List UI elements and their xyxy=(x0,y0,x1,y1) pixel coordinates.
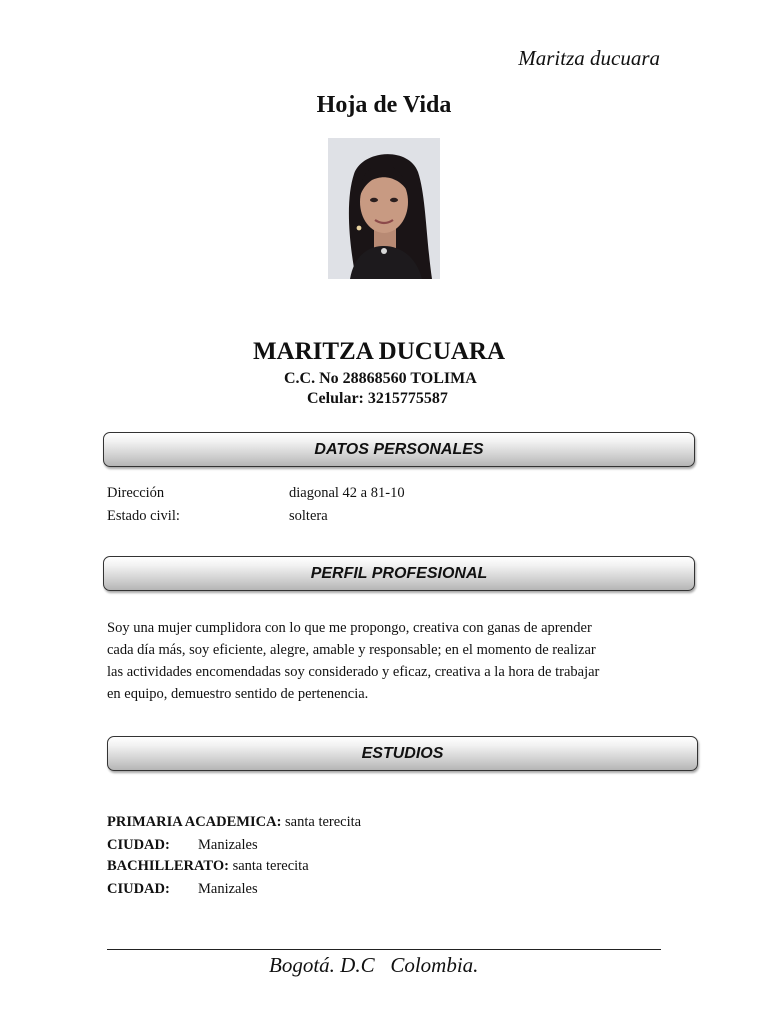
study-label: PRIMARIA ACADEMICA: xyxy=(107,814,282,830)
study-value: Manizales xyxy=(198,837,258,853)
address-value: diagonal 42 a 81-10 xyxy=(289,485,405,501)
civil-status-label: Estado civil: xyxy=(107,508,180,524)
profile-photo xyxy=(328,138,440,279)
section-header-professional-profile: PERFIL PROFESIONAL xyxy=(103,556,695,591)
study-value: Manizales xyxy=(198,881,258,897)
study-high-school-city xyxy=(107,881,258,898)
footer-divider xyxy=(107,949,661,950)
personal-row-address xyxy=(107,485,405,502)
profile-line: en equipo, demuestro sentido de pertenencia. xyxy=(107,686,369,702)
section-header-personal-data: DATOS PERSONALES xyxy=(103,432,695,467)
section-header-studies: ESTUDIOS xyxy=(107,736,698,771)
study-label: BACHILLERATO: xyxy=(107,858,229,874)
study-label: CIUDAD: xyxy=(107,881,170,897)
profile-line: las actividades encomendadas soy considerado y eficaz, creativa a la hora de trabajar xyxy=(107,664,600,680)
profile-line: cada día más, soy eficiente, alegre, amable y responsable; en el momento de realizar xyxy=(107,642,596,658)
study-high-school xyxy=(107,858,309,875)
footer-location: Bogotá. D.C Colombia. xyxy=(269,953,479,977)
civil-status-value: soltera xyxy=(289,508,328,524)
study-primary-school xyxy=(107,814,361,831)
phone-number: Celular: 3215775587 xyxy=(307,390,448,407)
study-primary-city xyxy=(107,837,258,854)
document-title: Hoja de Vida xyxy=(316,92,452,118)
personal-row-civil-status xyxy=(107,508,328,525)
profile-paragraph xyxy=(107,617,667,705)
study-value: santa terecita xyxy=(285,814,362,830)
profile-line: Soy una mujer cumplidora con lo que me propongo, creativa con ganas de aprender xyxy=(107,620,592,636)
id-number: C.C. No 28868560 TOLIMA xyxy=(284,370,477,387)
header-author-name: Maritza ducuara xyxy=(518,46,660,70)
address-label: Dirección xyxy=(107,485,165,501)
study-label: CIUDAD: xyxy=(107,837,170,853)
portrait-image xyxy=(328,138,440,279)
full-name: MARITZA DUCUARA xyxy=(252,338,506,365)
study-value: santa terecita xyxy=(232,858,309,874)
